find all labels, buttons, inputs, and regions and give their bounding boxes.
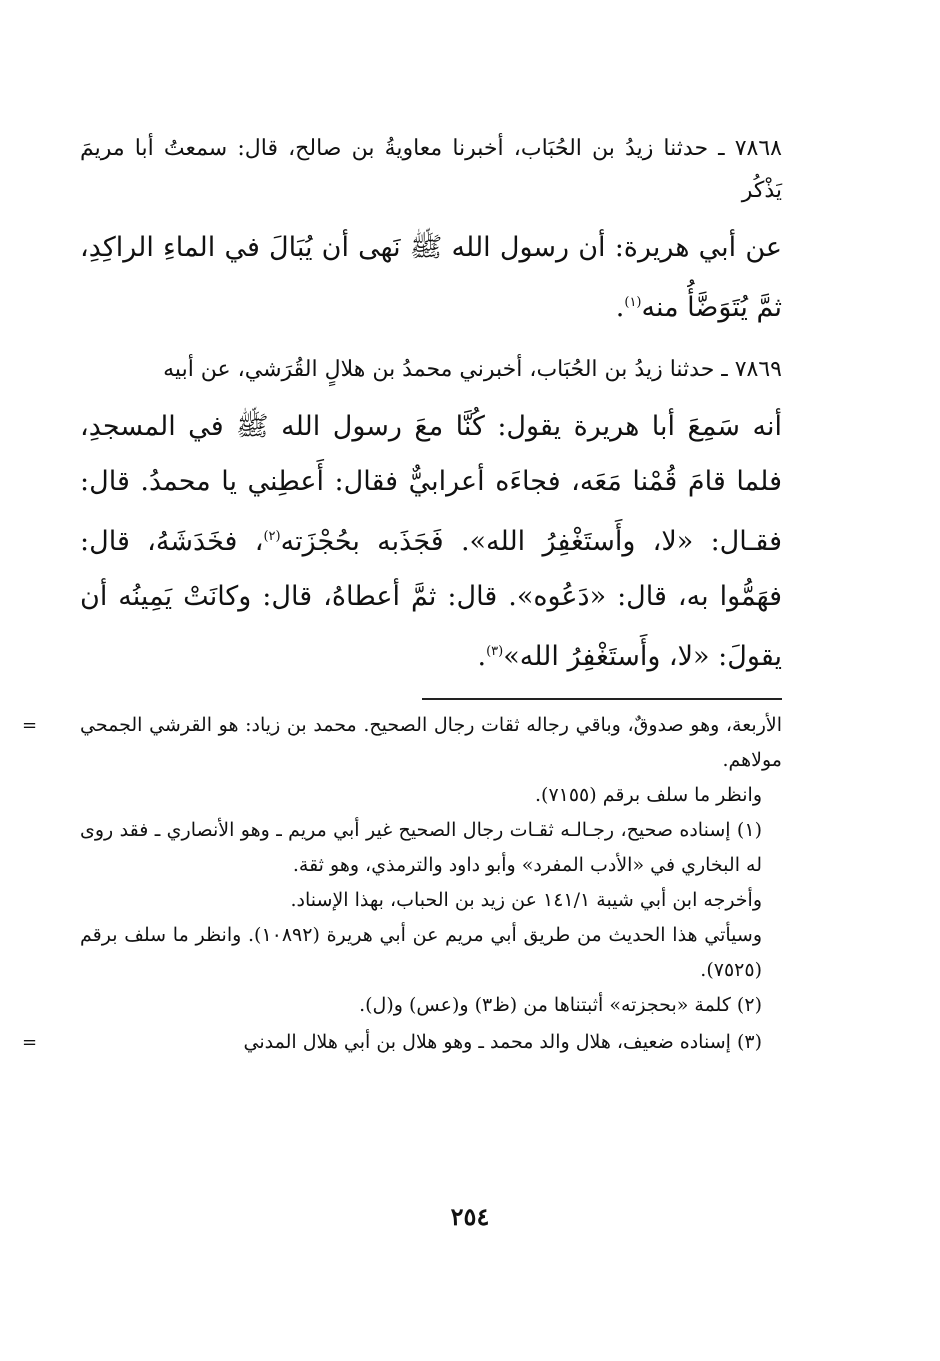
hadith-7868-end: . (615, 292, 625, 323)
footnote-3 (22, 1025, 782, 1060)
hadith-7869-matn (80, 399, 782, 684)
hadith-7869-matn-part2: ، فخَدَشَهُ، قال: فهَمُّوا به، قال: «دَعُوه». قال: ثمَّ أعطاهُ، قال: وكانَتْ يَمِينُه أن يقولَ: «لا، وأَستَغْفِرُ الله» (80, 526, 782, 672)
page-content (22, 128, 782, 1060)
page-number: ٢٥٤ (450, 1202, 490, 1231)
hadith-7868-matn-text: عن أبي هريرة: أن رسول الله ﷺ نَهى أن يُبَالَ في الماءِ الراكِدِ، ثمَّ يُتَوَضَّأُ منه (80, 232, 782, 323)
footnote-1-a: (١) إسناده صحيح، رجـالـه ثقـات رجال الصحيح غير أبي مريم ـ وهو الأنصاري ـ فقد روى له البخاري في «الأدب المفرد» وأبو داود والترمذي، وهو ثقة. (80, 819, 762, 876)
hadith-7868-matn (80, 220, 782, 335)
footnote-1-c: وسيأتي هذا الحديث من طريق أبي مريم عن أبي هريرة (١٠٨٩٢). وانظر ما سلف برقم (٧٥٢٥). (80, 924, 763, 981)
footnote-ref-2: (٢) (263, 529, 281, 544)
footnote-continuation-text: الأربعة، وهو صدوقٌ، وباقي رجاله ثقات رجال الصحيح. محمد بن زياد: هو القرشي الجمحي مولاهم. (80, 714, 782, 771)
continuation-mark-top: = (22, 715, 38, 736)
footnote-see-also: وانظر ما سلف برقم (٧١٥٥). (534, 784, 762, 806)
continuation-mark-bottom: = (22, 1032, 38, 1053)
footnote-3-text: (٣) إسناده ضعيف، هلال والد محمد ـ وهو هلال بن أبي هلال المدني (243, 1031, 762, 1053)
hadith-7869-matn-part1: أنه سَمِعَ أبا هريرة يقول: كُنَّا معَ رسول الله ﷺ في المسجدِ، فلما قامَ قُمْنا مَعَه، فجاءَه أعرابيٌّ فقال: أَعطِني يا محمدُ. قال: فقـال: «لا، وأَستَغْفِرُ الله». فَجَذَبه بحُجْزَته (80, 411, 782, 557)
footnote-1-b: وأخرجه ابن أبي شيبة ١٤١/١ عن زيد بن الحباب، بهذا الإسناد. (290, 889, 762, 911)
hadith-7869-end: . (477, 641, 487, 672)
footnote-ref-3: (٣) (486, 644, 504, 659)
footnote-continuation (22, 708, 782, 778)
footnote-divider (422, 698, 782, 700)
hadith-7869-isnad: ٧٨٦٩ ـ حدثنا زيدُ بن الحُبَاب، أخبرني محمدُ بن هلالٍ القُرَشي، عن أبيه (163, 357, 782, 382)
footnote-2: (٢) كلمة «بحجزته» أثبتناها من (ظ٣) و(عس) و(ل). (359, 994, 762, 1016)
hadith-7868-isnad: ٧٨٦٨ ـ حدثنا زيدُ بن الحُبَاب، أخبرنا معاويةُ بن صالح، قال: سمعتُ أبا مريمَ يَذْكُر (80, 136, 782, 203)
footnote-ref-1: (١) (624, 295, 642, 310)
